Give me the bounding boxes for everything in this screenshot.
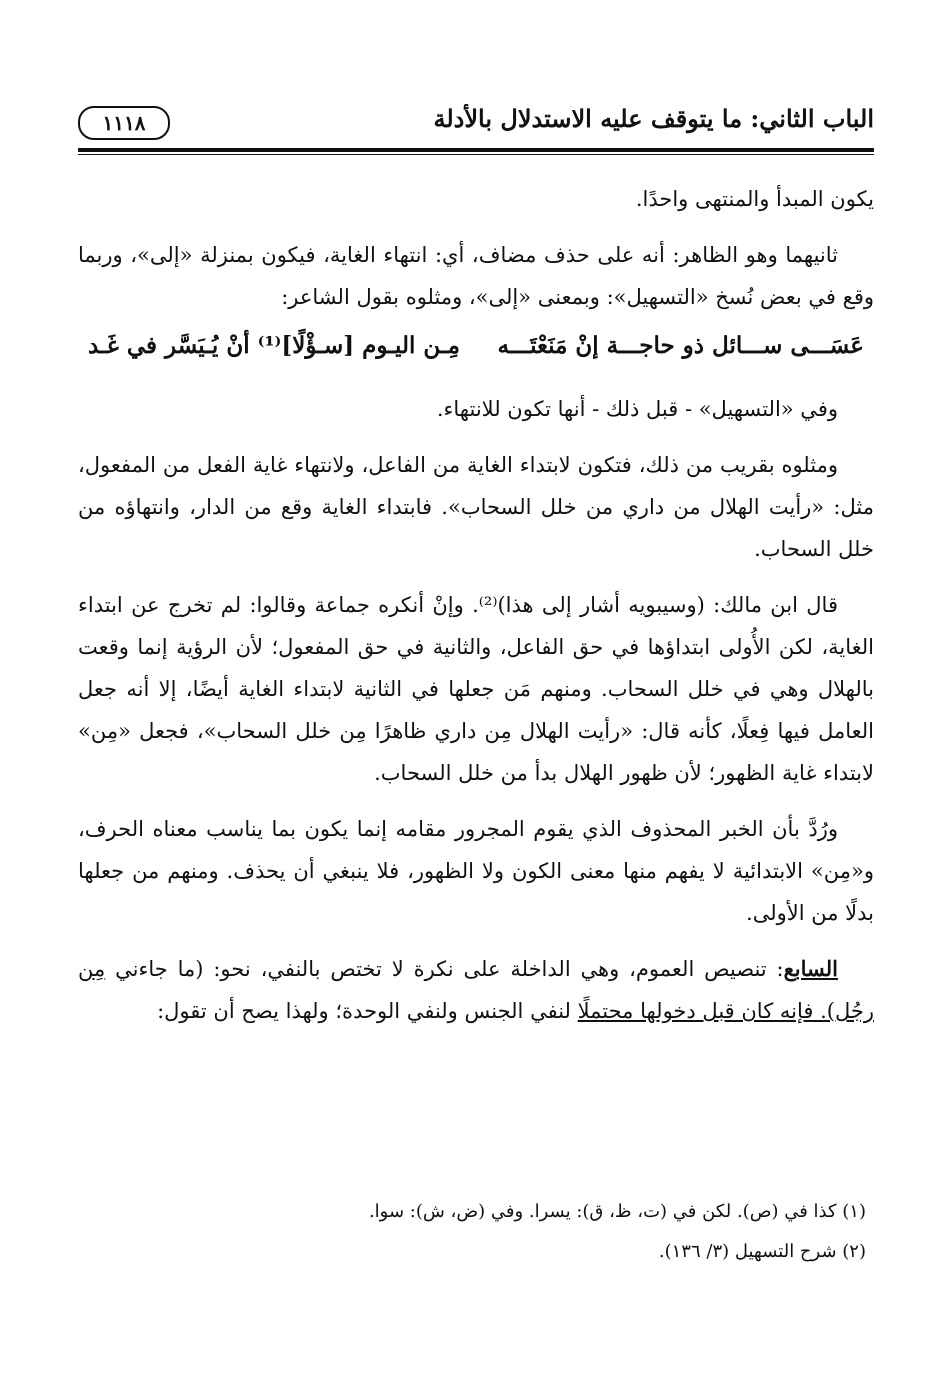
- paragraph-2: ثانيهما وهو الظاهر: أنه على حذف مضاف، أي: انتهاء الغاية، فيكون بمنزلة «إلى»، وربما وقع في بعض نُسخ «التسهيل»: وبمعنى «إلى»، ومثلوه بقول الشاعر:: [78, 243, 874, 309]
- paragraph-7-text: : تنصيص العموم، وهي الداخلة على نكرة لا تختص بالنفي، نحو: (ما جاءني: [105, 957, 784, 981]
- chapter-title: الباب الثاني: ما يتوقف عليه الاستدلال بالأدلة: [433, 104, 874, 133]
- page-number: ١١١٨: [78, 106, 170, 140]
- main-text: [78, 178, 874, 1046]
- page-header: [78, 100, 874, 146]
- paragraph-5: قال ابن مالك: (وسيبويه أشار إلى هذا)⁽²⁾. وإنْ أنكره جماعة وقالوا: لم تخرج عن ابتداء الغاية، لكن الأُولى ابتداؤها في حق الفاعل، والثانية في حق المفعول؛ لأن الرؤية إنما وقعت بالهلال وهي في خلل السحاب. ومنهم مَن جعلها في الثانية لابتداء الغاية أيضًا، إلا أنه جعل العامل فيها فِعلًا، كأنه قال: «رأيت الهلال مِن داري ظاهرًا مِن خلل السحاب»، فجعل «مِن» لابتداء غاية الظهور؛ لأن ظهور الهلال بدأ من خلل السحاب.: [78, 593, 874, 785]
- header-rule-thick: [78, 148, 874, 152]
- footnote-1: (١) كذا في (ص). لكن في (ت، ظ، ق): يسرا. وفي (ض، ش): سوا.: [368, 1201, 866, 1222]
- poetry-verse: [88, 326, 864, 366]
- paragraph-6: ورُدَّ بأن الخبر المحذوف الذي يقوم المجرور مقامه إنما يكون بما يناسب معناه الحرف، و«مِن» الابتدائية لا يفهم منها معنى الكون ولا الظهور، فلا ينبغي أن يحذف. ومنهم من جعلها بدلًا من الأولى.: [78, 817, 874, 925]
- paragraph-4: ومثلوه بقريب من ذلك، فتكون لابتداء الغاية من الفاعل، ولانتهاء غاية الفعل من المفعول، مثل: «رأيت الهلال من داري من خلل السحاب». فابتداء الغاية وقع من الدار، وانتهاؤه من خلل السحاب.: [78, 453, 874, 561]
- verse-second-hemistich: مِـن اليـوم [سـؤْلًا]⁽¹⁾ أنْ يُـيَسَّر في غَـد: [88, 332, 460, 359]
- header-rule-thin: [78, 154, 874, 155]
- verse-first-hemistich: عَسَـــى ســـائل ذو حاجـــة إنْ مَنَعْتَـــه: [497, 332, 864, 359]
- paragraph-7-end: لنفي الجنس ولنفي الوحدة؛ ولهذا يصح أن تقول:: [157, 999, 578, 1023]
- paragraph-1: يكون المبدأ والمنتهى واحدًا.: [635, 187, 874, 211]
- footnote-2: (٢) شرح التسهيل (٣/ ١٣٦).: [658, 1241, 866, 1262]
- paragraph-7: [78, 948, 874, 1032]
- paragraph-7-underlined: مِن رجُل). فإنه كان قبل دخولها محتملًا: [78, 957, 874, 1023]
- paragraph-3: وفي «التسهيل» - قبل ذلك - أنها تكون للانتهاء.: [436, 397, 838, 421]
- section-label-seventh: السابع: [783, 956, 838, 981]
- footnotes: [78, 1192, 874, 1272]
